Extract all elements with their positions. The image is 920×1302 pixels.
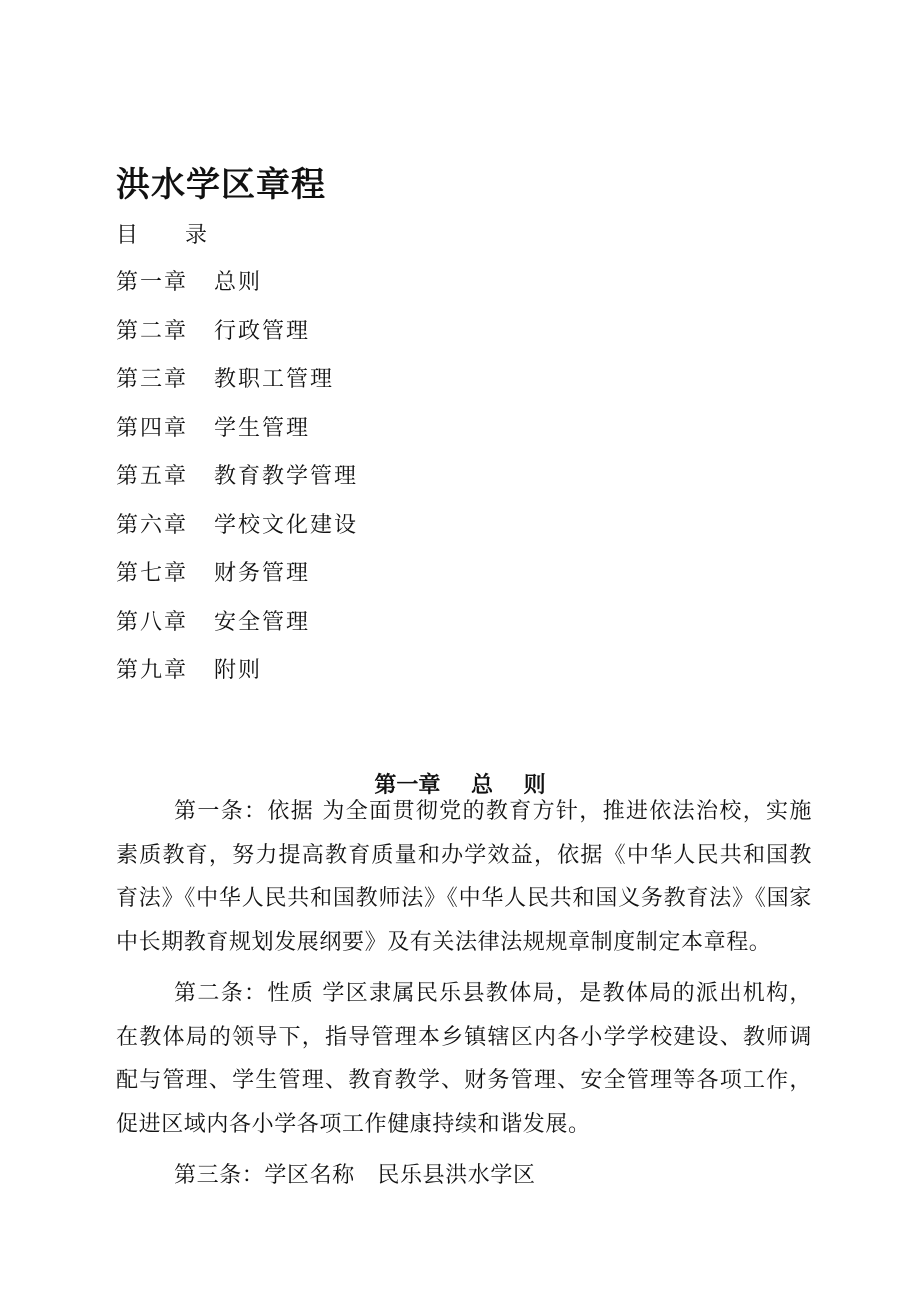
toc-item <box>116 360 358 409</box>
toc-chapter-name: 附则 <box>214 658 263 683</box>
toc-chapter-name: 教职工管理 <box>214 367 335 392</box>
toc-chapter-number: 第八章 <box>116 609 189 635</box>
toc-item <box>116 312 358 361</box>
toc-chapter-name: 行政管理 <box>214 318 311 344</box>
toc-chapter-number: 第一章 <box>116 270 189 295</box>
toc-chapter-number: 第七章 <box>116 561 189 586</box>
toc-chapter-number: 第三章 <box>116 367 189 392</box>
toc-chapter-number: 第四章 <box>116 415 189 441</box>
toc-chapter-name: 学校文化建设 <box>214 512 359 538</box>
document-title: 洪水学区章程 <box>116 165 326 205</box>
chapter-heading: 第一章 总 则 <box>374 772 546 799</box>
toc-chapter-number: 第九章 <box>116 658 189 683</box>
toc-item <box>116 457 358 506</box>
toc-item <box>116 506 358 555</box>
toc-item <box>116 409 358 458</box>
article-paragraph: 第一条：依据 为全面贯彻党的教育方针，推进依法治校，实施素质教育，努力提高教育质量和办学效益，依据《中华人民共和国教育法》《中华人民共和国教师法》《中华人民共和国义务教育法》《国家中长期教育规划发展纲要》及有关法律法规规章制度制定本章程。 <box>116 799 812 955</box>
toc-heading: 目 录 <box>116 223 227 248</box>
article-paragraph: 第三条：学区名称 民乐县洪水学区 <box>174 1163 536 1188</box>
toc-chapter-name: 财务管理 <box>214 561 311 586</box>
chapter-body <box>116 790 812 1206</box>
toc-chapter-number: 第五章 <box>116 464 189 489</box>
article-paragraph: 第二条：性质 学区隶属民乐县教体局，是教体局的派出机构，在教体局的领导下，指导管理本乡镇辖区内各小学学校建设、教师调配与管理、学生管理、教育教学、财务管理、安全管理等各项工作，促进区域内各小学各项工作健康持续和谐发展。 <box>116 981 812 1137</box>
toc-item <box>116 651 358 700</box>
toc-chapter-name: 安全管理 <box>214 609 311 635</box>
toc-chapter-number: 第六章 <box>116 512 189 538</box>
table-of-contents <box>116 263 358 700</box>
toc-chapter-number: 第二章 <box>116 318 189 344</box>
toc-chapter-name: 总则 <box>214 270 263 295</box>
toc-item <box>116 603 358 652</box>
toc-item <box>116 554 358 603</box>
toc-chapter-name: 教育教学管理 <box>214 464 359 489</box>
toc-chapter-name: 学生管理 <box>214 415 311 441</box>
toc-item <box>116 263 358 312</box>
